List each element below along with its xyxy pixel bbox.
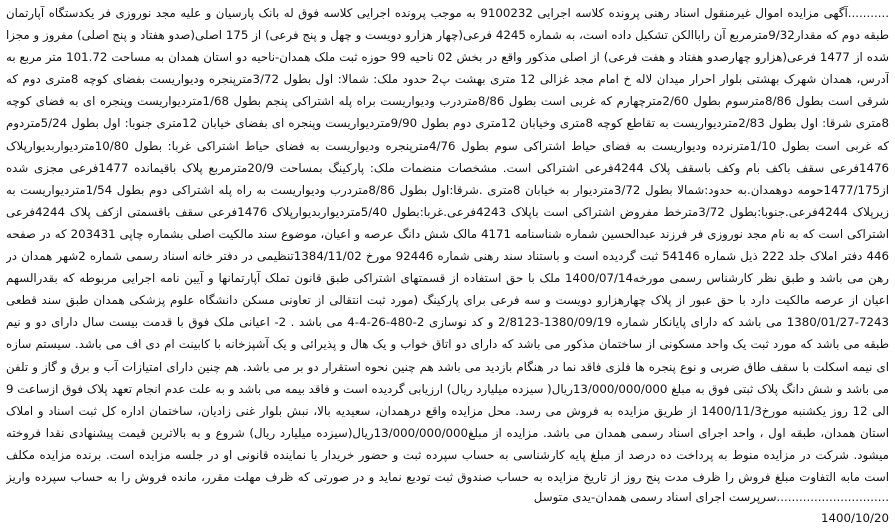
notice-body-text: ...........آگهی مزایده اموال غیرمنقول اسناد رهنی پرونده کلاسه اجرایی 9100232 به موجب پرونده اجرایی کلاسه فوق له بانک پارسیان و علیه مجد نوروزی فر یکدستگاه آپارتمان طبقه دوم که مقدار9/32مترمربع آن راباالکن تشکیل داده است، به شماره 4245 فرعی(چهار هزارو دویست و چهل و پنج فرعی) از 175 اصلی(صدو هفتاد و پنج اصلی) مفروز و مجزا شده از 1477 فرعی(هزارو چهارصدو هفتاد و هفت فرعی) از اصلی مذکور واقع در بخش 02 ناحیه 99 حوزه ثبت ملک همدان-ناحیه دو استان همدان به مساحت 101.72 متر مربع به آدرس، همدان شهرک بهشتی بلوار احرار میدان لاله خ امام مجد غزالی 12 متری بهشت پ2 حدود ملک: شمالا: اول بطول 3/72مترپنجره ودیواریست بفضای کوچه 8متری دوم که شرقی است بطول 8/86مترسوم بطول 2/60مترچهارم که غربی است بطول 8/86متردرب ودیواریست براه پله اشتراکی پنجم بطول 1/68متردیواریست وپنجره ای به فضای کوچه 8متری شرقا: اول بطول 2/83متردیواریست به تقاطع کوچه 8متری وخیابان 12متری دوم بطول 9/90متردیواریست وپنجره ای بفضای خیابان 12متری جنوبا: اول بطول 5/24متردوم که غربی است بطول 1/10مترنرده ودیواریست به فضای حیاط اشتراکی سوم بطول 4/76مترپنجره ودیواریست به فضای حیاط اشتراکی غربا: بطول 10/80متردیواربدیوارپلاک 1476فرعی سقف باکف بام وکف باسقف پلاک 4244فرعی اشتراکی است. مشخصات منضمات ملک: پارکینگ بمساحت 20/9مترمربع پلاک باقیمانده 1477فرعی مجزی شده از1477/175حومه دوهمدان.به حدود:شمالا بطول 3/72متردیوار به خیابان 8متری .شرقا:اول بطول 8/86متردرب ودیواریست به راه پله اشتراکی دوم بطول 1/54متردیواریست به زیرپلاک 4244فرعی.جنوبا:بطول 3/72مترخط مفروض اشتراکی است باپلاک 4243فرعی.غربا:بطول 5/40متردیواربدیوارپلاک 1476فرعی سقف باقسمتی ازکف پلاک 4244فرعی اشتراکی است که به نام مجد نوروزی فر فرزند عبدالحسین شماره شناسنامه 4171 مالک شش دانگ عرصه و اعیان، موضوع سند مالکیت اصلی بشماره چاپی 203431 که در صفحه 446 دفتر املاک جلد 222 ذیل شماره 54146 ثبت گردیده است و باستناد سند رهنی شماره 92446 مورخ 1384/11/02تنظیمی در دفتر خانه اسناد رسمی شماره 2شهر همدان در رهن می باشد و طبق نظر کارشناس رسمی مورخه1400/07/14 ملک با حق استفاده از قسمتهای اشتراکی طبق قانون تملک آپارتمانها و آیین نامه اجرایی مربوطه که بقدرالسهم اعیان از عرصه مالکیت دارد با حق عبور از پلاک چهارهزارو دویست و سه فرعی برای پارکینگ (مورد ثبت انتقالی از تعاونی مسکن دانشگاه علوم پزشکی همدان طبق سند قطعی 7243-1380/01/27 می باشد که دارای پایانکار شماره 1380/09/19-2/8123 و کد نوسازی 2-480-26-4-4 می باشد . 2- اعیانی ملک فوق با قدمت بیست سال دارای دو و نیم طبقه می باشد که مورد ثبت یک واحد مسکونی از ساختمان مذکور می باشد که دارای دو اتاق خواب و یک هال و پذیرائی و یک آشپزخانه با کابینت ام دی اف می باشد. سیستم سازه ای نیمه اسکلت با سقف طاق ضربی و نوع پنجره ها فلزی فاقد نما در هنگام بازدید می باشد هم چنین نحوه استقرار دو بر می باشد. هم چنین دارای امتیازات آب و برق و گاز و تلفن می باشد و شش دانگ پلاک ثبتی فوق به مبلغ 13/000/000/000ریال( سیزده میلیارد ریال) ارزیابی گردیده است و فاقد بیمه می باشد و به علت عدم انجام تعهد پلاک فوق ازساعت 9 الی 12 روز یکشنبه مورخ1400/11/3 از طریق مزایده به فروش می رسد. محل مزایده واقع درهمدان، سعیدیه بالا، نبش بلوار غنی زادیان، ساختمان اداره کل ثبت اسناد و املاک استان همدان، طبقه اول ، واحد اجرای اسناد رسمی همدان می باشد. مزایده از مبلغ13/000/000/000ریال(سیزده میلیارد ریال) شروع و به بالاترین قیمت پیشنهادی نقدا فروخته میشود. شرکت در مزایده منوط به پرداخت ده درصد از مبلغ پایه کارشناسی به حساب سپرده ثبت و حضور خریدار یا نماینده قانونی او در جلسه مزایده است. برنده مزایده مکلف است مابه التفاوت مبلغ فروش را ظرف مدت پنج روز از تاریخ مزایده به حساب صندوق ثبت تودیع نماید و در صورتی که ظرف مهلت مقرر، مانده فروش را به حساب سپرده واریز [6,6,889,484]
footer-date: 1400/10/20 [821,511,889,525]
footer-signature: ..............................سرپرست اجرای اسناد رسمی همدان-یدی متوسل [533,490,889,504]
notice-footer [6,487,889,529]
